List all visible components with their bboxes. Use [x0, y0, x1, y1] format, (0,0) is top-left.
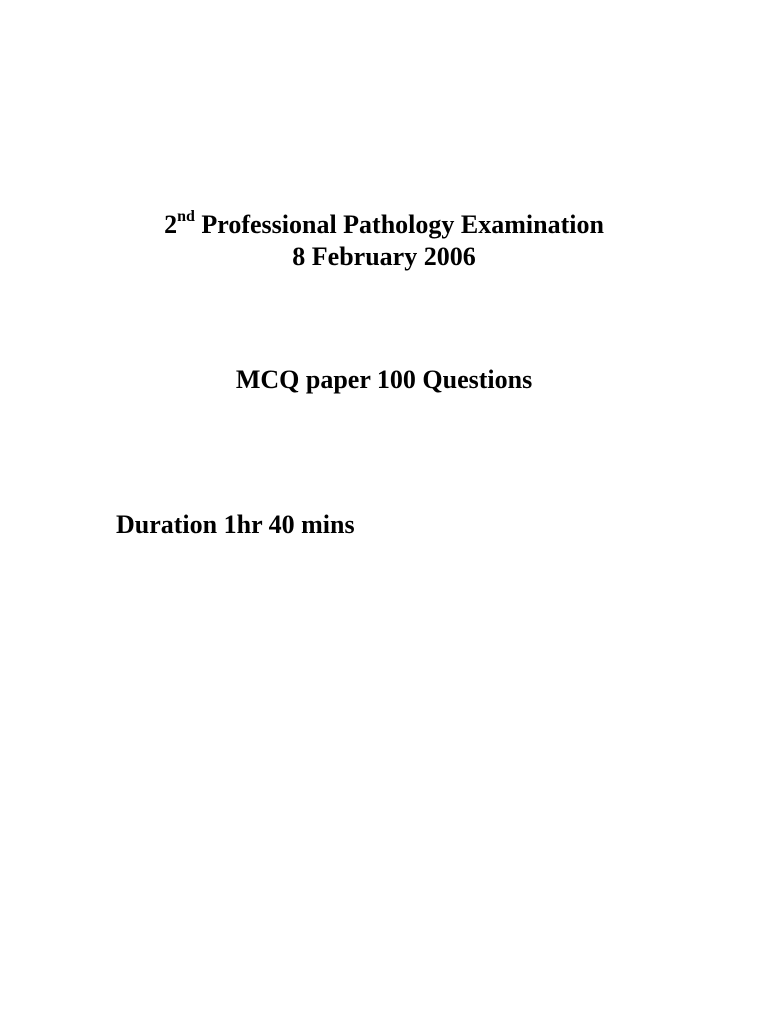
ordinal-suffix: nd	[177, 208, 195, 226]
paper-description: MCQ paper 100 Questions	[235, 365, 533, 394]
exam-duration: Duration 1hr 40 mins	[116, 510, 355, 539]
exam-date: 8 February 2006	[292, 242, 476, 271]
exam-title-text: Professional Pathology Examination	[194, 210, 604, 239]
ordinal-number: 2	[164, 210, 178, 239]
exam-title	[0, 210, 768, 240]
